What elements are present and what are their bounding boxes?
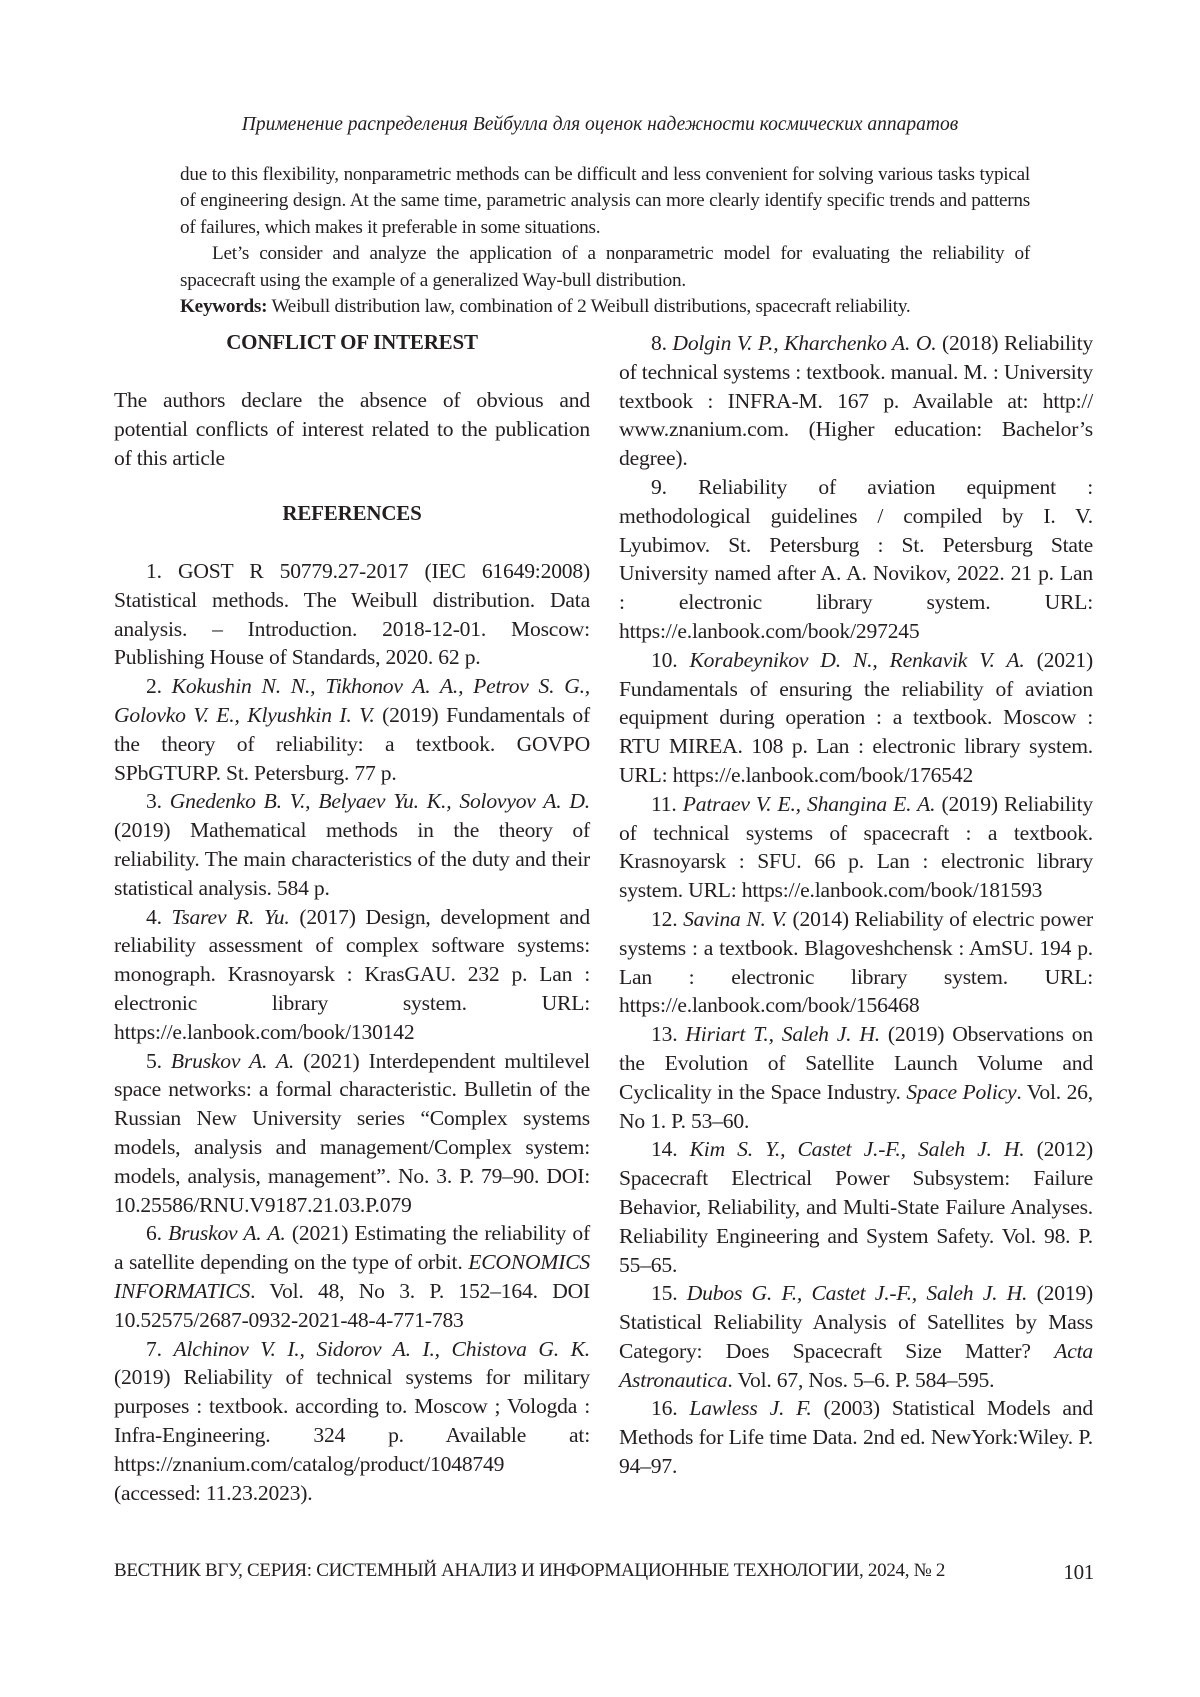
reference-number: 8. <box>651 331 672 355</box>
reference-tail: . Vol. 67, Nos. 5–6. P. 584–595. <box>727 1368 994 1392</box>
reference-authors: Bruskov A. A. <box>171 1049 294 1073</box>
reference-item <box>619 646 1093 790</box>
reference-number: 6. <box>146 1221 168 1245</box>
reference-text: (2019) Reliability of technical systems of spacecraft : a textbook. Krasnoyarsk : SFU. 66 p. Lan : electronic library system. URL: https://e.lanbook.com/book/181593 <box>619 792 1093 902</box>
reference-item <box>619 1394 1093 1480</box>
reference-authors: Gnedenko B. V., Belyaev Yu. K., Solovyov A. D. <box>170 789 590 813</box>
reference-item <box>619 1135 1093 1279</box>
reference-item <box>114 557 590 672</box>
reference-text: (2019) Reliability of technical systems for military purposes : textbook. according to. Moscow ; Vologda : Infra-Engineering. 324 p. Available at: https://znanium.com/catalog/product/1048749 (accessed: 11.23.2023). <box>114 1365 590 1504</box>
journal-title: ВЕСТНИК ВГУ, СЕРИЯ: СИСТЕМНЫЙ АНАЛИЗ И ИНФОРМАЦИОННЫЕ ТЕХНОЛОГИИ, 2024, № 2 <box>114 1560 945 1585</box>
reference-item <box>114 787 590 902</box>
reference-number: 14. <box>651 1137 690 1161</box>
reference-text: (2019) Statistical Reliability Analysis of Satellites by Mass Category: Does Spacecraft Size Matter? <box>619 1281 1093 1363</box>
reference-text: (2018) Reliability of technical systems : textbook. manual. M. : University textbook : INFRA-M. 167 p. Available at: http:// www.znanium.com. (Higher education: Bachelor’s degree). <box>619 331 1093 470</box>
reference-item <box>619 1020 1093 1135</box>
reference-text: (2003) Statistical Models and Methods for Life time Data. 2nd ed. NewYork:Wiley. P. 94–97. <box>619 1396 1093 1478</box>
reference-authors: Kim S. Y., Castet J.-F., Saleh J. H. <box>690 1137 1025 1161</box>
keywords <box>180 294 1030 320</box>
reference-number: 4. <box>146 905 172 929</box>
reference-journal: Acta Astronautica <box>619 1339 1093 1392</box>
reference-item <box>619 790 1093 905</box>
reference-number: 1. <box>146 559 178 583</box>
references-heading: REFERENCES <box>114 499 590 528</box>
reference-number: 12. <box>651 907 683 931</box>
reference-journal: ECONOMICS INFORMATICS <box>114 1250 590 1303</box>
reference-item <box>619 905 1093 1020</box>
conflict-paragraph: The authors declare the absence of obvious and potential conflicts of interest related to the publication of this article <box>114 386 590 472</box>
reference-authors: Patraev V. E., Shangina E. A. <box>683 792 936 816</box>
keywords-label: Keywords: <box>180 296 267 317</box>
reference-number: 10. <box>651 648 689 672</box>
reference-number: 11. <box>651 792 683 816</box>
reference-number: 5. <box>146 1049 171 1073</box>
references-right-column <box>619 329 1093 1481</box>
reference-number: 13. <box>651 1022 685 1046</box>
reference-text: (2019) Fundamentals of the theory of reliability: a textbook. GOVPO SPbGTURP. St. Petersburg. 77 p. <box>114 703 590 785</box>
conflict-heading: CONFLICT OF INTEREST <box>114 328 590 357</box>
reference-item <box>114 903 590 1047</box>
reference-text: (2017) Design, development and reliability assessment of complex software systems: monograph. Krasnoyarsk : KrasGAU. 232 p. Lan : electronic library system. URL: https://e.lanbook.com/book/130142 <box>114 905 590 1044</box>
reference-item <box>114 1047 590 1220</box>
abstract-paragraph: due to this flexibility, nonparametric methods can be difficult and less convenient for solving various tasks typical of engineering design. At the same time, parametric analysis can more clearly identify specific trends and patterns of failures, which makes it preferable in some situations. <box>180 162 1030 241</box>
reference-item <box>619 473 1093 646</box>
reference-authors: Savina N. V. <box>683 907 787 931</box>
reference-text: (2014) Reliability of electric power systems : a textbook. Blagoveshchensk : AmSU. 194 p. Lan : electronic library system. URL: https://e.lanbook.com/book/156468 <box>619 907 1093 1017</box>
reference-number: 3. <box>146 789 170 813</box>
reference-text: (2019) Observations on the Evolution of Satellite Launch Volume and Cyclicality in the Space Industry. <box>619 1022 1093 1104</box>
reference-tail: . Vol. 26, No 1. P. 53–60. <box>619 1080 1093 1133</box>
reference-text: (2021) Estimating the reliability of a satellite depending on the type of orbit. <box>114 1221 590 1274</box>
reference-authors: Bruskov A. A. <box>168 1221 286 1245</box>
reference-journal: Space Policy <box>906 1080 1016 1104</box>
reference-authors: Kokushin N. N., Tikhonov A. A., Petrov S. G., Golovko V. E., Klyushkin I. V. <box>114 674 590 727</box>
reference-number: 15. <box>651 1281 687 1305</box>
running-head: Применение распределения Вейбулла для оценок надежности космических аппаратов <box>0 114 1200 136</box>
reference-text: (2021) Interdependent multilevel space networks: a formal characteristic. Bulletin of the Russian New University series “Complex systems models, analysis and management/Complex system: models, analysis, management”. No. 3. P. 79–90. DOI: 10.25586/RNU.V9187.21.03.P.079 <box>114 1049 590 1217</box>
reference-tail: . Vol. 48, No 3. P. 152–164. DOI 10.52575/2687-0932-2021-48-4-771-783 <box>114 1279 590 1332</box>
conflict-text <box>114 386 590 472</box>
reference-item <box>114 672 590 787</box>
references-left-column <box>114 557 590 1507</box>
reference-authors: Dolgin V. P., Kharchenko A. O. <box>672 331 936 355</box>
reference-item <box>114 1219 590 1334</box>
reference-text: GOST R 50779.27-2017 (IEC 61649:2008) Statistical methods. The Weibull distribution. Data analysis. – Introduction. 2018-12-01. Moscow: Publishing House of Standards, 2020. 62 p. <box>114 559 590 669</box>
reference-authors: Alchinov V. I., Sidorov A. I., Chistova G. K. <box>173 1337 590 1361</box>
keywords-text: Weibull distribution law, combination of 2 Weibull distributions, spacecraft reliability. <box>267 296 910 317</box>
reference-item <box>114 1335 590 1508</box>
reference-authors: Korabeynikov D. N., Renkavik V. A. <box>689 648 1024 672</box>
reference-number: 16. <box>651 1396 689 1420</box>
reference-text: (2019) Mathematical methods in the theory of reliability. The main characteristics of the duty and their statistical analysis. 584 p. <box>114 818 590 900</box>
reference-item <box>619 329 1093 473</box>
reference-authors: Lawless J. F. <box>689 1396 811 1420</box>
page-footer <box>114 1560 1094 1585</box>
reference-text: Reliability of aviation equipment : methodological guidelines / compiled by I. V. Lyubimov. St. Petersburg : St. Petersburg State University named after A. A. Novikov, 2022. 21 p. Lan : electronic library system. URL: https://e.lanbook.com/book/297245 <box>619 475 1093 643</box>
reference-text: (2012) Spacecraft Electrical Power Subsystem: Failure Behavior, Reliability, and Multi-State Failure Analyses. Reliability Engineering and System Safety. Vol. 98. P. 55–65. <box>619 1137 1093 1276</box>
abstract-paragraph: Let’s consider and analyze the application of a nonparametric model for evaluating the reliability of spacecraft using the example of a generalized Way-bull distribution. <box>180 241 1030 294</box>
reference-number: 7. <box>146 1337 173 1361</box>
reference-authors: Dubos G. F., Castet J.-F., Saleh J. H. <box>687 1281 1027 1305</box>
reference-authors: Tsarev R. Yu. <box>172 905 290 929</box>
page-number: 101 <box>1063 1560 1094 1585</box>
reference-authors: Hiriart T., Saleh J. H. <box>685 1022 880 1046</box>
reference-number: 9. <box>651 475 698 499</box>
reference-text: (2021) Fundamentals of ensuring the reliability of aviation equipment during operation : a textbook. Moscow : RTU MIREA. 108 p. Lan : electronic library system. URL: https://e.lanbook.com/book/176542 <box>619 648 1093 787</box>
reference-item <box>619 1279 1093 1394</box>
abstract <box>180 162 1030 320</box>
reference-number: 2. <box>146 674 172 698</box>
